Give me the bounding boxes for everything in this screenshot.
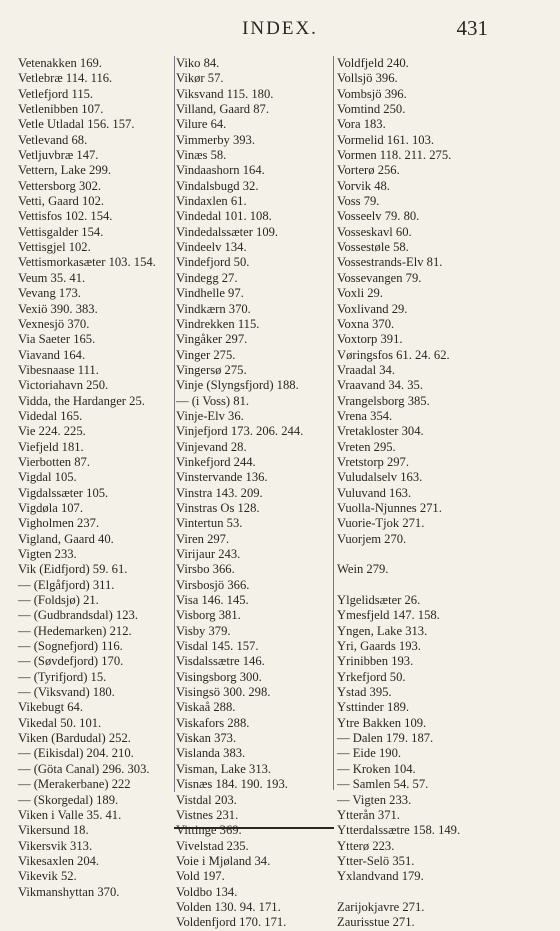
index-entry: Vindefjord 50. [176, 255, 250, 270]
index-entry: — (Sognefjord) 116. [18, 639, 123, 654]
index-entry: Viskaå 288. [176, 700, 236, 715]
index-entry: Vormen 118. 211. 275. [337, 148, 452, 163]
index-entry: Visby 379. [176, 623, 231, 638]
index-entry: Vold 197. [176, 869, 225, 884]
index-entry: Vislanda 383. [176, 746, 246, 761]
index-entry: Vetljuvbræ 147. [18, 148, 99, 163]
index-entry: Vindegg 27. [176, 270, 238, 285]
index-entry: Vindaxlen 61. [176, 194, 247, 209]
index-entry: — (Tyrifjord) 15. [18, 669, 107, 684]
index-entry: Vinje (Slyngsfjord) 188. [176, 378, 299, 393]
index-entry: Vigdalssæter 105. [18, 485, 109, 500]
index-entry: Viskafors 288. [176, 715, 250, 730]
index-entry: Ytter-Selö 351. [337, 853, 415, 868]
index-entry: Vindaashorn 164. [176, 163, 265, 178]
index-entry: Vetlevand 68. [18, 132, 88, 147]
index-entry: Vossestrands-Elv 81. [337, 255, 443, 270]
column-divider [174, 56, 175, 792]
index-entry: Yrinibben 193. [337, 654, 414, 669]
index-entry: Victoriahavn 250. [18, 378, 109, 393]
index-spacer [337, 547, 547, 562]
index-entry: Vretakloster 304. [337, 424, 424, 439]
index-entry: Vigten 233. [18, 547, 77, 561]
index-entry: Vimmerby 393. [176, 132, 255, 147]
index-entry: Vormelid 161. 103. [337, 132, 435, 147]
index-entry: Vrena 354. [337, 408, 393, 423]
index-entry: — (i Voss) 81. [176, 393, 250, 408]
index-entry: Ytterdalssætre 158. 149. [337, 823, 461, 838]
index-entry: Voxna 370. [337, 316, 395, 331]
index-entry: Vorterø 256. [337, 163, 400, 178]
index-column-1 [18, 56, 172, 900]
index-entry: Vistdal 203. [176, 792, 237, 807]
index-entry: Videdal 165. [18, 408, 83, 423]
index-entry: Virijaur 243. [176, 547, 241, 561]
index-entry: Veum 35. 41. [18, 270, 86, 285]
index-entry: Vivelstad 235. [176, 838, 249, 853]
index-entry: Volden 130. 94. 171. [176, 899, 281, 914]
index-entry: Viren 297. [176, 531, 230, 546]
index-entry: Vetlenibben 107. [18, 102, 104, 117]
index-entry: — Eide 190. [337, 746, 402, 761]
index-entry: — (Elgåfjord) 311. [18, 577, 115, 592]
index-entry: Vigland, Gaard 40. [18, 531, 114, 546]
index-entry: Vierbotten 87. [18, 454, 90, 469]
index-entry: Zaurisstue 271. [337, 915, 415, 930]
index-entry: Vindeelv 134. [176, 240, 247, 255]
footer-rule [174, 827, 334, 829]
index-entry: — Dalen 179. 187. [337, 731, 434, 746]
index-entry: Yxlandvand 179. [337, 869, 424, 884]
index-entry: Vetlebræ 114. 116. [18, 71, 113, 86]
index-entry: Voldfjeld 240. [337, 56, 409, 70]
index-entry: Viksvand 115. 180. [176, 86, 274, 101]
index-entry: Vettismorkasæter 103. 154. [18, 255, 156, 270]
index-entry: Viavand 164. [18, 347, 86, 362]
index-entry: Visa 146. 145. [176, 593, 249, 608]
index-entry: Vetti, Gaard 102. [18, 194, 105, 209]
index-entry: Vettisfos 102. 154. [18, 209, 113, 224]
index-entry: Voxlivand 29. [337, 301, 408, 316]
index-entry: Vintertun 53. [176, 516, 243, 531]
index-entry: Ystad 395. [337, 685, 392, 700]
index-entry: Voxli 29. [337, 286, 383, 301]
index-column-3 [337, 56, 547, 931]
index-entry: Vrangelsborg 385. [337, 393, 430, 408]
index-entry: Vetlefjord 115. [18, 86, 94, 101]
index-entry: Voldenfjord 170. 171. [176, 915, 287, 930]
index-entry: Vettisgjel 102. [18, 240, 91, 255]
index-entry: Vikebugt 64. [18, 700, 84, 715]
index-entry: Vuorie-Tjok 271. [337, 516, 425, 531]
index-entry: Viskan 373. [176, 731, 237, 746]
index-entry: — (Søvdefjord) 170. [18, 654, 124, 669]
index-entry: Vinjefjord 173. 206. 244. [176, 424, 304, 439]
index-entry: Vindrekken 115. [176, 316, 260, 331]
index-entry: Viken (Bardudal) 252. [18, 731, 131, 746]
index-entry: Wein 279. [337, 562, 389, 577]
index-entry: Vindhelle 97. [176, 286, 244, 301]
index-entry: Vidda, the Hardanger 25. [18, 393, 145, 408]
page-header [0, 14, 560, 42]
index-entry: Vettisgalder 154. [18, 224, 104, 239]
index-entry: Ytterån 371. [337, 807, 400, 822]
index-entry: Voie i Mjøland 34. [176, 853, 271, 868]
index-entry: — Samlen 54. 57. [337, 777, 429, 792]
index-entry: Via Saeter 165. [18, 332, 96, 347]
index-entry: Vosseelv 79. 80. [337, 209, 420, 224]
index-entry: Virsbosjö 366. [176, 577, 250, 592]
index-entry: Vossevangen 79. [337, 270, 422, 285]
index-entry: Vinstervande 136. [176, 470, 268, 485]
index-entry: Vigdøla 107. [18, 500, 84, 515]
index-entry: Visingsö 300. 298. [176, 685, 271, 700]
index-entry: Visnæs 184. 190. 193. [176, 777, 288, 792]
index-entry: Vinæs 58. [176, 148, 227, 163]
index-entry: Vuorjem 270. [337, 531, 407, 546]
index-entry: Yngen, Lake 313. [337, 623, 428, 638]
index-entry: Vikedal 50. 101. [18, 715, 102, 730]
index-entry: Vindedal 101. 108. [176, 209, 272, 224]
index-entry: — (Eikisdal) 204. 210. [18, 746, 134, 761]
index-entry: Vikevik 52. [18, 869, 77, 884]
index-entry: Ytre Bakken 109. [337, 715, 427, 730]
index-entry: Vretstorp 297. [337, 454, 409, 469]
index-entry: Vollsjö 396. [337, 71, 398, 86]
index-entry: Vraavand 34. 35. [337, 378, 423, 393]
index-entry: Viken i Valle 35. 41. [18, 807, 122, 822]
index-entry: Visborg 381. [176, 608, 241, 623]
index-entry: Vibesnaase 111. [18, 362, 99, 377]
index-entry: Villand, Gaard 87. [176, 102, 269, 117]
index-entry: Vittinge 369. [176, 823, 242, 838]
index-entry: Vindedalssæter 109. [176, 224, 279, 239]
index-entry: — Vigten 233. [337, 792, 412, 807]
index-entry: Vraadal 34. [337, 362, 395, 377]
index-entry: Visdal 145. 157. [176, 639, 259, 654]
index-entry: — (Skorgedal) 189. [18, 792, 119, 807]
index-entry: Vinje-Elv 36. [176, 408, 244, 423]
index-entry: Vomtind 250. [337, 102, 406, 117]
index-entry: Vindkærn 370. [176, 301, 251, 316]
index-column-2 [176, 56, 331, 931]
index-entry: Vingåker 297. [176, 332, 248, 347]
index-entry: Viko 84. [176, 56, 220, 70]
index-entry: — (Göta Canal) 296. 303. [18, 761, 150, 776]
index-entry: Vexnesjö 370. [18, 316, 90, 331]
column-divider [333, 56, 334, 790]
index-entry: Vombsjö 396. [337, 86, 407, 101]
index-entry: Vindalsbugd 32. [176, 178, 259, 193]
index-entry: Voxtorp 391. [337, 332, 403, 347]
index-entry: Voldbo 134. [176, 884, 238, 899]
index-entry: Vinkefjord 244. [176, 454, 256, 469]
index-entry: — (Foldsjø) 21. [18, 593, 99, 608]
index-entry: Vettersborg 302. [18, 178, 102, 193]
index-entry: Viefjeld 181. [18, 439, 84, 454]
index-entry: Ysttinder 189. [337, 700, 410, 715]
index-entry: Visdalssætre 146. [176, 654, 265, 669]
index-entry: — (Viksvand) 180. [18, 685, 115, 700]
index-entry: Vinger 275. [176, 347, 236, 362]
index-spacer [337, 885, 547, 900]
index-entry: Vøringsfos 61. 24. 62. [337, 347, 450, 362]
index-entry: Vigdal 105. [18, 470, 77, 485]
index-entry: Virsbo 366. [176, 562, 235, 577]
index-entry: Yri, Gaards 193. [337, 639, 421, 654]
index-entry: Vetenakken 169. [18, 56, 102, 70]
index-entry: Vinstras Os 128. [176, 500, 260, 515]
index-entry: — Kroken 104. [337, 761, 416, 776]
index-entry: Vingersø 275. [176, 362, 247, 377]
index-entry: Vigholmen 237. [18, 516, 100, 531]
index-entry: Vikesaxlen 204. [18, 853, 100, 868]
index-entry: Vikør 57. [176, 71, 224, 86]
index-entry: Vinjevand 28. [176, 439, 247, 454]
index-entry: — (Hedemarken) 212. [18, 623, 132, 638]
index-entry: Vuludalselv 163. [337, 470, 423, 485]
index-entry: Zarijokjavre 271. [337, 899, 425, 914]
index-entry: Vistnes 231. [176, 807, 239, 822]
index-entry: Vora 183. [337, 117, 386, 132]
index-entry: Vikmanshyttan 370. [18, 884, 120, 899]
index-entry: Vreten 295. [337, 439, 396, 454]
index-entry: — (Gudbrandsdal) 123. [18, 608, 138, 623]
index-spacer [337, 578, 547, 593]
index-entry: Ylgelidsæter 26. [337, 593, 421, 608]
index-entry: Vikersund 18. [18, 823, 89, 838]
index-entry: Vetle Utladal 156. 157. [18, 117, 135, 132]
index-entry: Vevang 173. [18, 286, 81, 301]
index-entry: Vilure 64. [176, 117, 227, 132]
index-entry: Ymesfjeld 147. 158. [337, 608, 440, 623]
index-entry: Vik (Eidfjord) 59. 61. [18, 562, 128, 577]
index-entry: Visman, Lake 313. [176, 761, 272, 776]
index-entry: Yrkefjord 50. [337, 669, 406, 684]
index-entry: Ytterø 223. [337, 838, 395, 853]
index-entry: Voss 79. [337, 194, 380, 209]
index-entry: Visingsborg 300. [176, 669, 262, 684]
index-entry: Vorvik 48. [337, 178, 390, 193]
index-entry: Vinstra 143. 209. [176, 485, 263, 500]
index-entry: — (Merakerbane) 222 [18, 777, 131, 792]
index-entry: Vuolla-Njunnes 271. [337, 500, 442, 515]
index-entry: Vossestøle 58. [337, 240, 409, 255]
page-title: INDEX. [242, 18, 318, 39]
index-entry: Vexiö 390. 383. [18, 301, 98, 316]
index-entry: Vie 224. 225. [18, 424, 86, 439]
page-number: 431 [456, 16, 488, 40]
index-entry: Vikersvik 313. [18, 838, 93, 853]
index-entry: Vuluvand 163. [337, 485, 412, 500]
index-entry: Vettern, Lake 299. [18, 163, 112, 178]
index-entry: Vosseskavl 60. [337, 224, 412, 239]
